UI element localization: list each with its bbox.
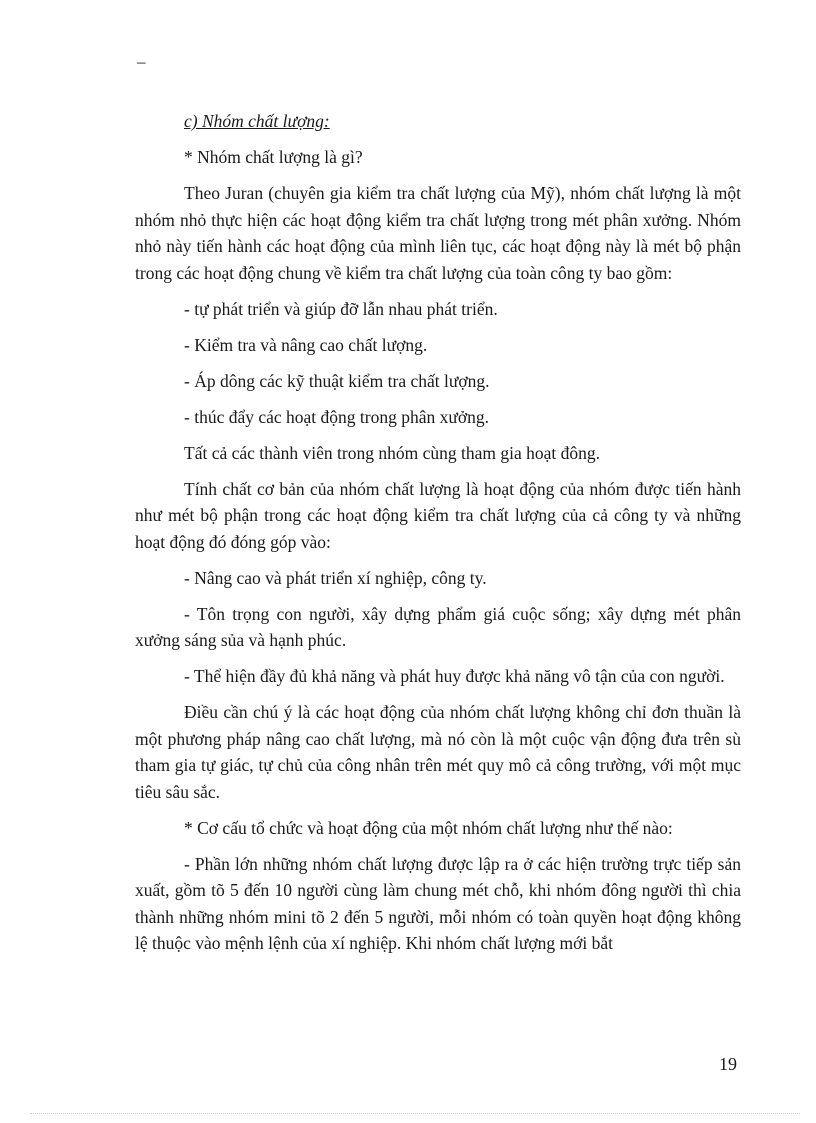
list-item: - Thể hiện đầy đủ khả năng và phát huy được khả năng vô tận của con người.: [184, 666, 725, 686]
list-item: - Phần lớn những nhóm chất lượng được lập ra ở các hiện trường trực tiếp sản xuất, gồm tõ 5 đến 10 người cùng làm chung mét chỗ, khi nhóm đông người thì chia thành những nhóm mini tõ 2 đến 5 người, mỗi nhóm có toàn quyền hoạt động không lệ thuộc vào mệnh lệnh của xí nghiệp. Khi nhóm chất lượng mới bắt: [135, 853, 741, 953]
question-heading: * Nhóm chất lượng là gì?: [184, 147, 363, 167]
section-heading: c) Nhóm chất lượng:: [184, 111, 330, 131]
list-item: - Áp dông các kỹ thuật kiểm tra chất lượng.: [184, 370, 490, 391]
question-heading: * Cơ cấu tổ chức và hoạt động của một nhóm chất lượng như thế nào:: [184, 817, 673, 838]
page-number: 19: [719, 1054, 737, 1074]
paragraph: Theo Juran (chuyên gia kiểm tra chất lượng của Mỹ), nhóm chất lượng là một nhóm nhỏ thực hiện các hoạt động kiểm tra chất lượng trong mét phân xưởng. Nhóm nhỏ này tiến hành các hoạt động của mình liên tục, các hoạt động này là mét bộ phận trong các hoạt động chung về kiểm tra chất lượng của toàn công ty bao gồm:: [135, 183, 741, 283]
list-item: - thúc đẩy các hoạt động trong phân xưởng.: [184, 406, 489, 427]
header-mark: –: [137, 52, 146, 71]
list-item: - Tôn trọng con người, xây dựng phẩm giá cuộc sống; xây dựng mét phân xưởng sáng sủa và hạnh phúc.: [135, 603, 741, 650]
paragraph: Tất cả các thành viên trong nhóm cùng tham gia hoạt đông.: [184, 442, 600, 463]
paragraph: Tính chất cơ bản của nhóm chất lượng là hoạt động của nhóm được tiến hành như mét bộ phận trong các hoạt động kiểm tra chất lượng của cả công ty và những hoạt động đó đóng góp vào:: [135, 478, 741, 552]
list-item: - Nâng cao và phát triển xí nghiệp, công ty.: [184, 567, 487, 588]
list-item: - Kiểm tra và nâng cao chất lượng.: [184, 334, 428, 355]
footer-divider: [30, 1113, 800, 1114]
body-text: [135, 108, 741, 966]
paragraph: Điều cần chú ý là các hoạt động của nhóm chất lượng không chỉ đơn thuần là một phương pháp nâng cao chất lượng, mà nó còn là một cuộc vận động đưa trên sù tham gia tự giác, tự chủ của công nhân trên mét quy mô cả công trường, với một mục tiêu sâu sắc.: [135, 702, 741, 802]
list-item: - tự phát triển và giúp đỡ lẫn nhau phát triển.: [184, 298, 498, 319]
